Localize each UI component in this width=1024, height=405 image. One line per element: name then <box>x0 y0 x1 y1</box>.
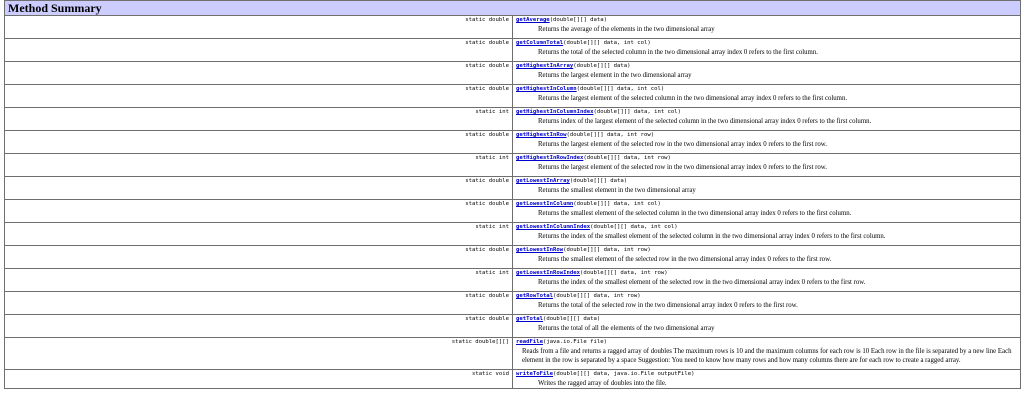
method-params: (double[][] data, int col) <box>573 201 661 207</box>
method-params: (double[][] data, int row) <box>566 132 655 138</box>
return-type: static double <box>5 292 513 315</box>
method-link-getHighestInArray[interactable]: getHighestInArray <box>516 63 574 69</box>
method-link-getHighestInRowIndex[interactable]: getHighestInRowIndex <box>516 155 584 161</box>
return-type: static double[][] <box>5 338 513 370</box>
method-params: (double[][] data, int col) <box>593 109 682 115</box>
method-link-getTotal[interactable]: getTotal <box>516 316 543 322</box>
method-params: (double[][] data, java.io.File outputFile) <box>553 371 695 377</box>
method-link-getLowestInColumn[interactable]: getLowestInColumn <box>516 201 574 207</box>
return-type: static int <box>5 108 513 131</box>
method-params: (double[][] data, int row) <box>580 270 668 276</box>
table-row <box>5 269 1021 292</box>
method-link-getAverage[interactable]: getAverage <box>516 17 550 23</box>
method-params: (double[][] data) <box>573 63 631 69</box>
return-type: static double <box>5 39 513 62</box>
method-params: (double[][] data) <box>549 17 607 23</box>
method-link-getLowestInRow[interactable]: getLowestInRow <box>516 247 564 253</box>
method-description: Returns the total of the selected column in the two dimensional array index 0 refers to the first column. <box>538 48 818 56</box>
method-link-getHighestInRow[interactable]: getHighestInRow <box>516 132 567 138</box>
table-row <box>5 338 1021 370</box>
table-row <box>5 131 1021 154</box>
table-row <box>5 292 1021 315</box>
method-link-getColumnTotal[interactable]: getColumnTotal <box>516 40 564 46</box>
method-description: Writes the ragged array of doubles into the file. <box>538 379 667 387</box>
method-description: Returns the largest element in the two dimensional array <box>538 71 692 79</box>
method-params: (double[][] data, int row) <box>563 247 651 253</box>
return-type: static double <box>5 131 513 154</box>
method-params: (java.io.File file) <box>542 339 607 345</box>
table-row <box>5 62 1021 85</box>
method-link-getHighestInColumnIndex[interactable]: getHighestInColumnIndex <box>516 109 594 115</box>
method-description: Returns the total of all the elements of the two dimensional array <box>538 324 715 332</box>
method-params: (double[][] data, int col) <box>563 40 651 46</box>
method-link-getLowestInArray[interactable]: getLowestInArray <box>516 178 570 184</box>
table-row <box>5 200 1021 223</box>
table-row <box>5 85 1021 108</box>
table-row <box>5 16 1021 39</box>
method-description: Returns the index of the smallest element of the selected column in the two dimensional array index 0 refers to the first column. <box>538 232 886 240</box>
method-description: Returns the largest element of the selected column in the two dimensional array index 0 refers to the first column. <box>538 94 848 102</box>
return-type: static void <box>5 370 513 389</box>
table-row <box>5 223 1021 246</box>
method-description: Returns the largest element of the selected row in the two dimensional array index 0 refers to the first row. <box>538 140 827 148</box>
method-link-getLowestInColumnIndex[interactable]: getLowestInColumnIndex <box>516 224 591 230</box>
table-row <box>5 154 1021 177</box>
method-params: (double[][] data, int row) <box>583 155 671 161</box>
table-row <box>5 39 1021 62</box>
return-type: static double <box>5 85 513 108</box>
method-params: (double[][] data, int col) <box>576 86 665 92</box>
return-type: static int <box>5 154 513 177</box>
table-row <box>5 246 1021 269</box>
table-row <box>5 370 1021 389</box>
method-description: Returns the index of the smallest element of the selected row in the two dimensional array index 0 refers to the first row. <box>538 278 866 286</box>
method-description: Returns the largest element of the selected row in the two dimensional array index 0 refers to the first row. <box>538 163 827 171</box>
return-type: static double <box>5 62 513 85</box>
return-type: static int <box>5 269 513 292</box>
method-description: Returns the average of the elements in the two dimensional array <box>538 25 715 33</box>
return-type: static double <box>5 246 513 269</box>
method-link-writeToFile[interactable]: writeToFile <box>516 371 554 377</box>
method-description: Returns the total of the selected row in the two dimensional array index 0 refers to the first row. <box>538 301 798 309</box>
method-params: (double[][] data, int row) <box>553 293 641 299</box>
method-link-getRowTotal[interactable]: getRowTotal <box>516 293 554 299</box>
method-description: Reads from a file and returns a ragged array of doubles The maximum rows is 10 and the maximum columns for each row is 10 Each row in the file is separated by a new line Each element in the row is separated by a space Suggestion: You need to know how many rows and how many columns there are for each row to create a ragged array. <box>522 347 1012 364</box>
return-type: static double <box>5 177 513 200</box>
method-link-getHighestInColumn[interactable]: getHighestInColumn <box>516 86 577 92</box>
method-summary-table <box>4 0 1021 389</box>
table-title: Method Summary <box>5 1 1021 16</box>
method-params: (double[][] data, int col) <box>590 224 678 230</box>
method-link-getLowestInRowIndex[interactable]: getLowestInRowIndex <box>516 270 580 276</box>
method-description: Returns the smallest element of the selected row in the two dimensional array index 0 refers to the first row. <box>538 255 832 263</box>
table-row <box>5 108 1021 131</box>
method-params: (double[][] data) <box>569 178 628 184</box>
return-type: static double <box>5 16 513 39</box>
return-type: static double <box>5 315 513 338</box>
method-params: (double[][] data) <box>542 316 601 322</box>
method-description: Returns index of the largest element of the selected column in the two dimensional array index 0 refers to the first column. <box>538 117 872 125</box>
return-type: static int <box>5 223 513 246</box>
method-description: Returns the smallest element of the selected column in the two dimensional array index 0 refers to the first column. <box>538 209 852 217</box>
method-description: Returns the smallest element in the two dimensional array <box>538 186 696 194</box>
method-link-readFile[interactable]: readFile <box>516 339 543 345</box>
table-row <box>5 315 1021 338</box>
table-row <box>5 177 1021 200</box>
return-type: static double <box>5 200 513 223</box>
